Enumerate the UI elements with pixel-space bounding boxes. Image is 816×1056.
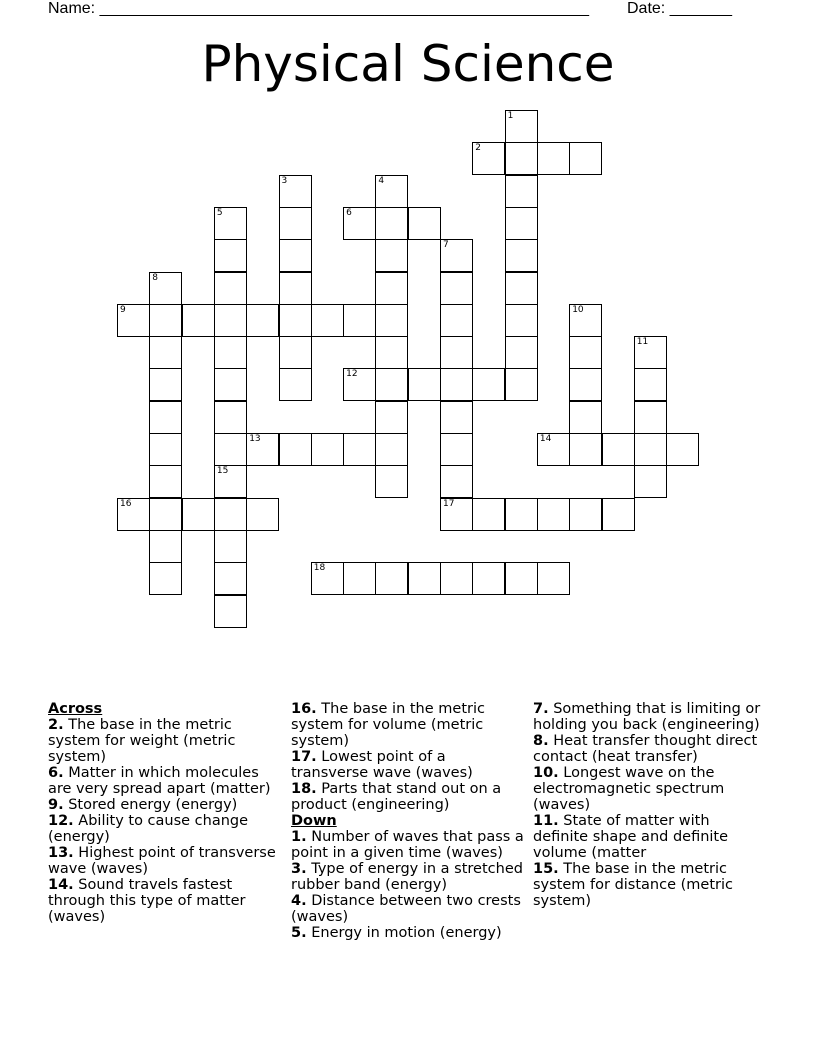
clue-column-2 bbox=[291, 701, 527, 941]
clue-number: 2 bbox=[475, 143, 482, 154]
grid-cell[interactable] bbox=[408, 368, 441, 401]
clue-number: 11 bbox=[636, 337, 649, 348]
across-clue: 6. Matter in which molecules are very spread apart (matter) bbox=[48, 765, 271, 797]
grid-cell[interactable] bbox=[440, 433, 473, 466]
grid-cell[interactable] bbox=[343, 433, 376, 466]
across-clue: 16. The base in the metric system for volume (metric system) bbox=[291, 701, 485, 749]
grid-cell[interactable] bbox=[182, 304, 215, 337]
grid-cell[interactable] bbox=[408, 562, 441, 595]
grid-cell[interactable] bbox=[149, 433, 182, 466]
clue-number: 16 bbox=[120, 498, 132, 509]
down-clue: 11. State of matter with definite shape and definite volume (matter bbox=[533, 813, 729, 861]
grid-cell[interactable] bbox=[569, 401, 602, 434]
down-clue: 8. Heat transfer thought direct contact (heat transfer) bbox=[533, 733, 758, 765]
grid-cell[interactable] bbox=[505, 110, 538, 143]
grid-cell[interactable] bbox=[634, 336, 667, 369]
grid-cell[interactable] bbox=[472, 142, 505, 175]
clue-number: 13 bbox=[249, 434, 261, 444]
grid-cell[interactable] bbox=[149, 304, 182, 337]
grid-cell[interactable] bbox=[149, 498, 182, 531]
grid-cell[interactable] bbox=[569, 433, 602, 466]
grid-cell[interactable] bbox=[440, 498, 473, 531]
date-field[interactable]: Date: _______ bbox=[627, 0, 732, 17]
grid-cell[interactable] bbox=[505, 272, 538, 305]
grid-cell[interactable] bbox=[343, 368, 376, 401]
name-field[interactable]: Name: _______________________________________________________ bbox=[48, 0, 589, 17]
grid-cell[interactable] bbox=[214, 368, 247, 401]
grid-cell[interactable] bbox=[537, 498, 570, 531]
grid-cell[interactable] bbox=[279, 175, 312, 208]
grid-cell[interactable] bbox=[182, 498, 215, 531]
grid-cell[interactable] bbox=[440, 272, 473, 305]
grid-cell[interactable] bbox=[149, 336, 182, 369]
grid-cell[interactable] bbox=[117, 498, 150, 531]
grid-cell[interactable] bbox=[666, 433, 699, 466]
clue-number: 7 bbox=[443, 240, 449, 251]
grid-cell[interactable] bbox=[311, 562, 344, 595]
grid-cell[interactable] bbox=[440, 562, 473, 595]
grid-cell[interactable] bbox=[214, 207, 247, 240]
clue-number: 8 bbox=[152, 272, 159, 283]
grid-cell[interactable] bbox=[279, 336, 312, 369]
grid-cell[interactable] bbox=[117, 304, 150, 337]
grid-cell[interactable] bbox=[214, 304, 247, 337]
grid-cell[interactable] bbox=[634, 368, 667, 401]
clue-number: 3 bbox=[281, 175, 288, 186]
grid-cell[interactable] bbox=[343, 562, 376, 595]
clue-number: 17 bbox=[443, 498, 455, 509]
grid-cell[interactable] bbox=[279, 304, 312, 337]
clue-column-1 bbox=[48, 701, 284, 925]
grid-cell[interactable] bbox=[214, 498, 247, 531]
grid-cell[interactable] bbox=[214, 272, 247, 305]
grid-cell[interactable] bbox=[279, 239, 312, 272]
grid-cell[interactable] bbox=[634, 433, 667, 466]
grid-cell[interactable] bbox=[375, 433, 408, 466]
down-clue: 15. The base in the metric system for distance (metric system) bbox=[533, 861, 733, 909]
grid-cell[interactable] bbox=[440, 368, 473, 401]
across-clue: 9. Stored energy (energy) bbox=[48, 797, 238, 813]
grid-cell[interactable] bbox=[408, 207, 441, 240]
grid-cell[interactable] bbox=[505, 207, 538, 240]
grid-cell[interactable] bbox=[246, 498, 279, 531]
grid-cell[interactable] bbox=[569, 142, 602, 175]
grid-cell[interactable] bbox=[214, 239, 247, 272]
grid-cell[interactable] bbox=[634, 401, 667, 434]
grid-cell[interactable] bbox=[537, 433, 570, 466]
clue-number: 4 bbox=[378, 175, 385, 186]
grid-cell[interactable] bbox=[505, 562, 538, 595]
page-title: Physical Science bbox=[201, 35, 615, 93]
down-clue: 7. Something that is limiting or holding you back (engineering) bbox=[533, 701, 761, 733]
grid-cell[interactable] bbox=[569, 336, 602, 369]
grid-cell[interactable] bbox=[375, 207, 408, 240]
grid-cell[interactable] bbox=[537, 562, 570, 595]
grid-cell[interactable] bbox=[279, 272, 312, 305]
grid-cell[interactable] bbox=[505, 368, 538, 401]
across-clue: 18. Parts that stand out on a product (engineering) bbox=[291, 781, 502, 813]
grid-cell[interactable] bbox=[214, 530, 247, 563]
clue-number: 15 bbox=[216, 466, 229, 477]
grid-cell[interactable] bbox=[279, 368, 312, 401]
grid-cell[interactable] bbox=[602, 433, 635, 466]
grid-cell[interactable] bbox=[279, 433, 312, 466]
grid-cell[interactable] bbox=[440, 239, 473, 272]
down-clue: 1. Number of waves that pass a point in a given time (waves) bbox=[291, 829, 524, 861]
grid-cell[interactable] bbox=[375, 465, 408, 498]
grid-cell[interactable] bbox=[311, 304, 344, 337]
grid-cell[interactable] bbox=[311, 433, 344, 466]
clue-number: 1 bbox=[507, 111, 514, 121]
clue-number: 12 bbox=[346, 369, 358, 380]
grid-cell[interactable] bbox=[537, 142, 570, 175]
grid-cell[interactable] bbox=[505, 239, 538, 272]
grid-cell[interactable] bbox=[375, 304, 408, 337]
grid-cell[interactable] bbox=[440, 336, 473, 369]
clue-column-3 bbox=[533, 701, 769, 909]
grid-cell[interactable] bbox=[472, 368, 505, 401]
grid-cell[interactable] bbox=[149, 530, 182, 563]
clue-number: 5 bbox=[216, 207, 223, 218]
grid-cell[interactable] bbox=[214, 595, 247, 628]
grid-cell[interactable] bbox=[246, 433, 279, 466]
grid-cell[interactable] bbox=[505, 304, 538, 337]
grid-cell[interactable] bbox=[472, 498, 505, 531]
grid-cell[interactable] bbox=[375, 562, 408, 595]
grid-cell[interactable] bbox=[569, 368, 602, 401]
grid-cell[interactable] bbox=[214, 336, 247, 369]
clue-number: 6 bbox=[346, 207, 352, 218]
down-clue: 10. Longest wave on the electromagnetic spectrum (waves) bbox=[533, 765, 725, 813]
grid-cell[interactable] bbox=[375, 368, 408, 401]
down-clue: 4. Distance between two crests (waves) bbox=[291, 893, 521, 925]
grid-cell[interactable] bbox=[214, 465, 247, 498]
grid-cell[interactable] bbox=[375, 401, 408, 434]
across-clue: 14. Sound travels fastest through this type of matter (waves) bbox=[48, 877, 246, 925]
grid-cell[interactable] bbox=[440, 465, 473, 498]
down-clue: 3. Type of energy in a stretched rubber band (energy) bbox=[291, 861, 523, 893]
grid-cell[interactable] bbox=[375, 175, 408, 208]
clue-number: 14 bbox=[539, 434, 552, 444]
grid-cell[interactable] bbox=[149, 401, 182, 434]
clue-number: 18 bbox=[313, 563, 326, 574]
across-clue: 13. Highest point of transverse wave (waves) bbox=[48, 845, 276, 877]
grid-cell[interactable] bbox=[472, 562, 505, 595]
grid-cell[interactable] bbox=[440, 401, 473, 434]
across-clue: 17. Lowest point of a transverse wave (waves) bbox=[291, 749, 473, 781]
grid-cell[interactable] bbox=[569, 304, 602, 337]
grid-cell[interactable] bbox=[214, 433, 247, 466]
grid-cell[interactable] bbox=[569, 498, 602, 531]
grid-cell[interactable] bbox=[149, 562, 182, 595]
across-heading: Across bbox=[48, 701, 103, 717]
grid-cell[interactable] bbox=[149, 368, 182, 401]
grid-cell[interactable] bbox=[343, 207, 376, 240]
clue-number: 10 bbox=[572, 304, 584, 315]
grid-cell[interactable] bbox=[375, 272, 408, 305]
grid-cell[interactable] bbox=[214, 562, 247, 595]
grid-cell[interactable] bbox=[602, 498, 635, 531]
down-clue: 5. Energy in motion (energy) bbox=[291, 925, 502, 941]
grid-cell[interactable] bbox=[440, 304, 473, 337]
grid-cell[interactable] bbox=[505, 175, 538, 208]
grid-cell[interactable] bbox=[375, 239, 408, 272]
grid-cell[interactable] bbox=[375, 336, 408, 369]
across-clue: 12. Ability to cause change (energy) bbox=[48, 813, 249, 845]
down-heading: Down bbox=[291, 813, 337, 829]
grid-cell[interactable] bbox=[279, 207, 312, 240]
grid-cell[interactable] bbox=[246, 304, 279, 337]
clue-number: 9 bbox=[120, 304, 126, 315]
grid-cell[interactable] bbox=[149, 272, 182, 305]
grid-cell[interactable] bbox=[214, 401, 247, 434]
grid-cell[interactable] bbox=[634, 465, 667, 498]
grid-cell[interactable] bbox=[505, 336, 538, 369]
across-clue: 2. The base in the metric system for weight (metric system) bbox=[48, 717, 236, 765]
grid-cell[interactable] bbox=[343, 304, 376, 337]
grid-cell[interactable] bbox=[149, 465, 182, 498]
grid-cell[interactable] bbox=[505, 142, 538, 175]
grid-cell[interactable] bbox=[505, 498, 538, 531]
